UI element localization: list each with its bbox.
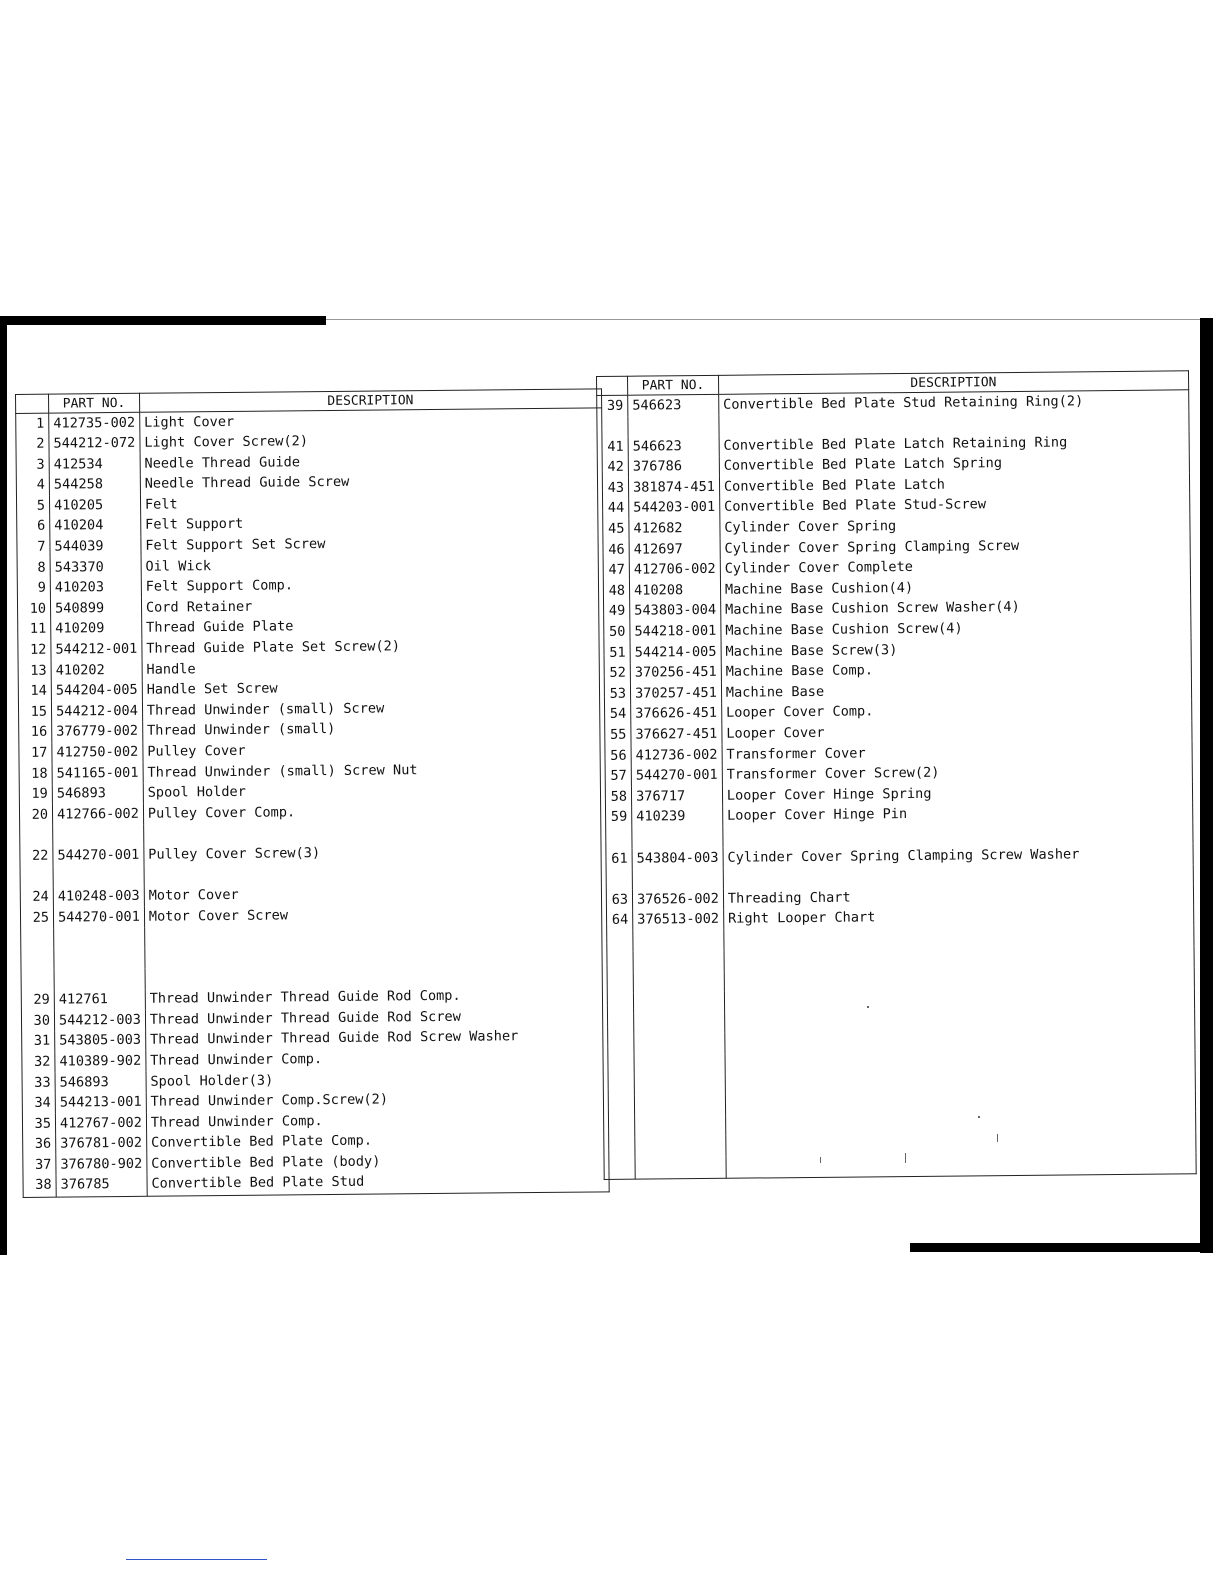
description-cell: Thread Unwinder (small) — [142, 717, 604, 742]
part-number-cell — [53, 866, 144, 887]
part-number-cell: 410202 — [51, 660, 142, 681]
description-cell: Thread Unwinder Thread Guide Rod Comp. — [145, 985, 607, 1010]
item-number-cell: 56 — [600, 746, 631, 767]
parts-table-left-body — [16, 408, 609, 1197]
description-cell: Convertible Bed Plate Comp. — [146, 1129, 608, 1154]
item-number-cell: 44 — [598, 499, 629, 520]
item-number-cell: 48 — [598, 581, 629, 602]
part-number-cell: 376780-902 — [56, 1154, 147, 1175]
item-number-cell — [21, 949, 54, 970]
description-cell: Threading Chart — [723, 885, 1193, 910]
part-number-cell — [634, 1074, 725, 1095]
part-number-cell: 410203 — [50, 578, 141, 599]
part-number-cell — [633, 971, 724, 992]
scan-line-top — [326, 319, 1206, 320]
item-number-cell: 10 — [17, 599, 50, 620]
item-number-cell: 41 — [597, 437, 628, 458]
description-cell: Needle Thread Guide — [140, 450, 602, 475]
part-number-cell: 412736-002 — [631, 745, 722, 766]
item-number-cell: 53 — [599, 684, 630, 705]
part-number-cell: 546893 — [55, 1072, 146, 1093]
scan-edge-top — [0, 316, 326, 325]
item-number-cell: 18 — [19, 764, 52, 785]
description-cell: Machine Base Cushion(4) — [720, 576, 1190, 601]
description-cell: Convertible Bed Plate (body) — [147, 1150, 609, 1175]
item-number-cell: 38 — [23, 1176, 56, 1197]
item-number-cell: 50 — [599, 622, 630, 643]
item-number-cell: 7 — [17, 537, 50, 558]
item-number-cell: 8 — [17, 558, 50, 579]
part-number-cell — [633, 951, 724, 972]
scan-speck — [905, 1153, 906, 1163]
part-number-cell: 376513-002 — [633, 910, 724, 931]
description-cell: Needle Thread Guide Screw — [140, 470, 602, 495]
item-number-cell: 14 — [18, 681, 51, 702]
item-number-cell — [603, 1096, 634, 1117]
item-number-cell — [601, 828, 632, 849]
description-cell: Oil Wick — [141, 553, 603, 578]
part-number-cell: 546623 — [628, 436, 719, 457]
part-number-cell — [632, 868, 723, 889]
description-cell: Felt Support — [141, 511, 603, 536]
part-number-cell: 376781-002 — [56, 1134, 147, 1155]
description-cell: Cylinder Cover Spring Clamping Screw Washer — [723, 843, 1193, 868]
scan-speck — [997, 1134, 998, 1142]
part-number-cell: 543805-003 — [55, 1031, 146, 1052]
description-cell: Spool Holder — [143, 779, 605, 804]
item-number-cell: 61 — [601, 849, 632, 870]
item-number-cell: 32 — [22, 1052, 55, 1073]
item-number-cell: 42 — [597, 457, 628, 478]
description-cell: Cylinder Cover Complete — [720, 555, 1190, 580]
description-cell: Thread Unwinder Comp. — [146, 1109, 608, 1134]
part-number-cell: 544270-001 — [53, 907, 144, 928]
item-number-cell — [603, 1013, 634, 1034]
item-number-cell: 25 — [20, 908, 53, 929]
part-number-cell: 376779-002 — [52, 722, 143, 743]
description-cell: Machine Base Comp. — [721, 658, 1191, 683]
part-number-cell: 376627-451 — [631, 724, 722, 745]
part-number-cell — [632, 827, 723, 848]
description-cell: Looper Cover Comp. — [721, 699, 1191, 724]
part-number-cell: 412750-002 — [52, 742, 143, 763]
part-number-cell: 412766-002 — [52, 804, 143, 825]
item-number-cell: 54 — [600, 705, 631, 726]
item-number-cell: 9 — [17, 578, 50, 599]
item-number-cell: 6 — [17, 517, 50, 538]
description-cell: Machine Base Cushion Screw(4) — [721, 617, 1191, 642]
part-number-cell: 540899 — [50, 598, 141, 619]
scan-speck — [820, 1157, 821, 1163]
part-number-cell — [635, 1136, 726, 1157]
part-number-cell: 410389-902 — [55, 1051, 146, 1072]
part-number-cell: 376717 — [631, 786, 722, 807]
scan-edge-right — [1200, 318, 1213, 1253]
item-number-cell: 49 — [599, 602, 630, 623]
part-number-cell: 376785 — [56, 1175, 147, 1197]
description-cell: Thread Unwinder Comp.Screw(2) — [146, 1088, 608, 1113]
item-number-cell: 45 — [598, 519, 629, 540]
description-cell: Convertible Bed Plate Latch Spring — [719, 452, 1189, 477]
part-number-cell — [628, 415, 719, 436]
part-number-cell: 412767-002 — [55, 1113, 146, 1134]
part-number-cell — [53, 825, 144, 846]
item-number-cell — [602, 952, 633, 973]
part-number-cell: 412697 — [629, 539, 720, 560]
description-cell — [726, 1152, 1196, 1178]
part-number-cell — [54, 948, 145, 969]
part-number-cell: 544212-072 — [49, 433, 140, 454]
item-number-cell — [604, 1137, 635, 1158]
part-number-cell: 376526-002 — [632, 889, 723, 910]
description-cell: Thread Unwinder Thread Guide Rod Screw Washer — [145, 1026, 607, 1051]
description-cell: Pulley Cover — [143, 738, 605, 763]
item-number-cell — [602, 972, 633, 993]
scan-speck — [978, 1116, 980, 1118]
description-cell: Pulley Cover Comp. — [143, 800, 605, 825]
description-cell: Cylinder Cover Spring — [720, 514, 1190, 539]
description-cell: Transformer Cover — [722, 740, 1192, 765]
description-cell: Right Looper Chart — [723, 905, 1193, 930]
item-number-cell: 37 — [23, 1155, 56, 1176]
item-number-cell: 1 — [16, 413, 49, 434]
item-number-cell: 30 — [21, 1011, 54, 1032]
item-number-cell: 29 — [21, 990, 54, 1011]
part-number-cell — [633, 930, 724, 951]
item-number-cell: 39 — [597, 395, 628, 416]
item-number-cell: 47 — [598, 560, 629, 581]
header-item-number — [597, 376, 628, 395]
part-number-cell: 412706-002 — [629, 560, 720, 581]
part-number-cell — [634, 1033, 725, 1054]
part-number-cell: 544212-001 — [51, 639, 142, 660]
item-number-cell — [20, 867, 53, 888]
part-number-cell — [634, 1013, 725, 1034]
parts-table-left — [15, 388, 610, 1197]
description-cell: Handle — [142, 655, 604, 680]
description-cell: Cord Retainer — [141, 594, 603, 619]
item-number-cell: 15 — [18, 702, 51, 723]
part-number-cell: 544203-001 — [629, 498, 720, 519]
part-number-cell: 410209 — [51, 619, 142, 640]
description-cell: Machine Base Screw(3) — [721, 637, 1191, 662]
part-number-cell: 544212-004 — [51, 701, 142, 722]
part-number-cell: 544270-001 — [631, 765, 722, 786]
item-number-cell: 55 — [600, 725, 631, 746]
item-number-cell: 57 — [600, 766, 631, 787]
description-cell: Light Cover Screw(2) — [140, 429, 602, 454]
part-number-cell: 544258 — [49, 475, 140, 496]
part-number-cell: 544039 — [50, 536, 141, 557]
item-number-cell: 52 — [599, 663, 630, 684]
item-number-cell — [602, 931, 633, 952]
part-number-cell: 412534 — [49, 454, 140, 475]
part-number-cell: 410248-003 — [53, 886, 144, 907]
item-number-cell: 35 — [22, 1114, 55, 1135]
header-part-no: PART NO. — [49, 393, 140, 413]
part-number-cell — [54, 928, 145, 949]
item-number-cell: 63 — [601, 890, 632, 911]
table-row — [604, 1152, 1196, 1179]
description-cell: Machine Base Cushion Screw Washer(4) — [721, 596, 1191, 621]
item-number-cell: 51 — [599, 643, 630, 664]
item-number-cell: 12 — [18, 640, 51, 661]
description-cell: Thread Unwinder (small) Screw Nut — [143, 758, 605, 783]
header-description: DESCRIPTION — [139, 389, 601, 412]
item-number-cell: 19 — [19, 784, 52, 805]
item-number-cell — [603, 1034, 634, 1055]
part-number-cell: 546893 — [52, 783, 143, 804]
item-number-cell — [597, 416, 628, 437]
item-number-cell: 46 — [598, 540, 629, 561]
item-number-cell: 33 — [22, 1073, 55, 1094]
description-cell: Looper Cover Hinge Pin — [722, 802, 1192, 827]
table-row — [23, 1170, 609, 1197]
description-cell: Convertible Bed Plate Stud-Screw — [720, 493, 1190, 518]
part-number-cell: 412735-002 — [49, 412, 140, 434]
description-cell: Motor Cover — [144, 882, 606, 907]
part-number-cell: 410204 — [50, 516, 141, 537]
header-item-number — [16, 394, 49, 413]
scan-speck — [867, 1006, 869, 1008]
item-number-cell: 22 — [20, 846, 53, 867]
part-number-cell — [54, 969, 145, 990]
item-number-cell — [604, 1158, 635, 1179]
part-number-cell: 412682 — [629, 518, 720, 539]
part-number-cell: 410239 — [632, 807, 723, 828]
item-number-cell — [604, 1116, 635, 1137]
description-cell: Cylinder Cover Spring Clamping Screw — [720, 534, 1190, 559]
part-number-cell: 543803-004 — [630, 601, 721, 622]
scan-edge-bottom — [910, 1243, 1213, 1252]
item-number-cell — [21, 928, 54, 949]
part-number-cell: 544214-005 — [630, 642, 721, 663]
description-cell: Machine Base — [721, 679, 1191, 704]
item-number-cell: 36 — [23, 1134, 56, 1155]
description-cell: Thread Unwinder Thread Guide Rod Screw — [145, 1006, 607, 1031]
item-number-cell — [602, 993, 633, 1014]
item-number-cell: 24 — [20, 887, 53, 908]
part-number-cell: 370257-451 — [630, 683, 721, 704]
item-number-cell: 2 — [16, 434, 49, 455]
part-number-cell: 544270-001 — [53, 845, 144, 866]
item-number-cell: 64 — [602, 911, 633, 932]
part-number-cell: 546623 — [628, 394, 719, 416]
description-cell: Transformer Cover Screw(2) — [722, 761, 1192, 786]
part-number-cell: 543370 — [50, 557, 141, 578]
item-number-cell: 3 — [16, 455, 49, 476]
header-part-no: PART NO. — [628, 375, 719, 395]
description-cell: Convertible Bed Plate Stud Retaining Ring(2) — [719, 390, 1189, 416]
part-number-cell — [633, 992, 724, 1013]
part-number-cell: 370256-451 — [630, 663, 721, 684]
item-number-cell: 4 — [16, 475, 49, 496]
part-number-cell — [634, 1095, 725, 1116]
item-number-cell: 5 — [16, 496, 49, 517]
description-cell: Pulley Cover Screw(3) — [144, 841, 606, 866]
item-number-cell — [21, 970, 54, 991]
parts-table-right-body — [597, 390, 1196, 1179]
item-number-cell — [20, 826, 53, 847]
description-cell: Thread Guide Plate Set Screw(2) — [142, 635, 604, 660]
description-cell: Felt Support Set Screw — [141, 532, 603, 557]
description-cell: Thread Unwinder (small) Screw — [142, 697, 604, 722]
part-number-cell: 544204-005 — [51, 681, 142, 702]
description-cell: Spool Holder(3) — [146, 1067, 608, 1092]
item-number-cell: 17 — [19, 743, 52, 764]
part-number-cell: 412761 — [54, 989, 145, 1010]
parts-table-right — [596, 370, 1197, 1179]
description-cell: Looper Cover Hinge Spring — [722, 782, 1192, 807]
scan-edge-left — [0, 320, 7, 1255]
description-cell: Felt Support Comp. — [141, 573, 603, 598]
item-number-cell: 20 — [19, 805, 52, 826]
description-cell: Convertible Bed Plate Stud — [147, 1170, 609, 1196]
description-cell: Handle Set Screw — [142, 676, 604, 701]
item-number-cell: 43 — [597, 478, 628, 499]
item-number-cell: 34 — [22, 1093, 55, 1114]
part-number-cell: 381874-451 — [628, 477, 719, 498]
item-number-cell: 13 — [18, 661, 51, 682]
item-number-cell: 31 — [22, 1031, 55, 1052]
item-number-cell: 59 — [601, 808, 632, 829]
description-cell: Convertible Bed Plate Latch Retaining Ring — [719, 431, 1189, 456]
part-number-cell: 376786 — [628, 457, 719, 478]
description-cell: Motor Cover Screw — [144, 903, 606, 928]
item-number-cell: 11 — [18, 620, 51, 641]
part-number-cell: 544212-003 — [54, 1010, 145, 1031]
header-description: DESCRIPTION — [718, 371, 1188, 395]
description-cell: Convertible Bed Plate Latch — [719, 473, 1189, 498]
description-cell: Looper Cover — [722, 720, 1192, 745]
part-number-cell — [635, 1116, 726, 1137]
part-number-cell: 541165-001 — [52, 763, 143, 784]
part-number-cell: 543804-003 — [632, 848, 723, 869]
part-number-cell: 544218-001 — [630, 621, 721, 642]
part-number-cell — [634, 1054, 725, 1075]
description-cell: Felt — [140, 491, 602, 516]
part-number-cell: 376626-451 — [631, 704, 722, 725]
part-number-cell — [635, 1157, 726, 1179]
item-number-cell — [603, 1075, 634, 1096]
part-number-cell: 410208 — [629, 580, 720, 601]
part-number-cell: 544213-001 — [55, 1092, 146, 1113]
description-cell: Thread Unwinder Comp. — [146, 1047, 608, 1072]
description-cell: Light Cover — [140, 408, 602, 434]
item-number-cell: 58 — [600, 787, 631, 808]
part-number-cell: 410205 — [49, 495, 140, 516]
description-cell: Thread Guide Plate — [142, 614, 604, 639]
item-number-cell — [603, 1055, 634, 1076]
item-number-cell — [601, 869, 632, 890]
item-number-cell: 16 — [19, 723, 52, 744]
footer-link-underline — [126, 1559, 267, 1560]
